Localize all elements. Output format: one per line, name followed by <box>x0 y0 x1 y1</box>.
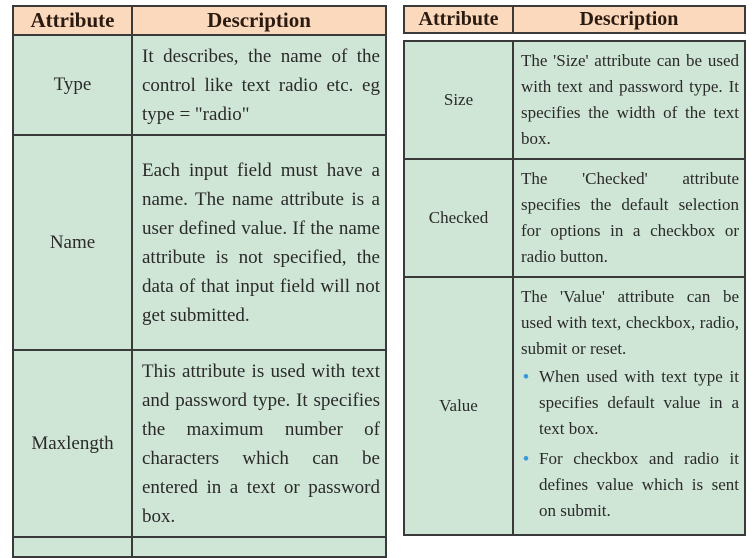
table-row <box>13 135 386 350</box>
description-cell: This attribute is used with text and password type. It specifies the maximum number of characters which can be entered in a text or password box. <box>132 350 386 537</box>
table-row <box>404 159 745 277</box>
bullet-list <box>521 364 739 524</box>
attribute-cell: Checked <box>404 159 513 277</box>
description-cell: It describes, the name of the control like text radio etc. eg type = "radio" <box>132 35 386 135</box>
attributes-table-right-header <box>403 5 746 34</box>
attribute-cell: Maxlength <box>13 350 132 537</box>
attribute-cell: Size <box>404 41 513 159</box>
table-row <box>404 41 745 159</box>
header-attribute: Attribute <box>13 6 132 35</box>
attribute-cell: Type <box>13 35 132 135</box>
table-row <box>13 350 386 537</box>
attributes-table-right <box>403 40 746 536</box>
description-cell: Each input field must have a name. The name attribute is a user defined value. If the name attribute is not specified, the data of that input field will not get submitted. <box>132 135 386 350</box>
header-description: Description <box>132 6 386 35</box>
description-cell <box>513 277 745 535</box>
table-row <box>404 277 745 535</box>
table-row <box>13 35 386 135</box>
attribute-cell: Name <box>13 135 132 350</box>
header-attribute: Attribute <box>404 6 513 33</box>
header-description: Description <box>513 6 745 33</box>
bullet-item: • When used with text type it specifies default value in a text box. <box>521 364 739 442</box>
attribute-cell: Value <box>404 277 513 535</box>
bullet-item: • For checkbox and radio it defines value which is sent on submit. <box>521 446 739 524</box>
description-cell: The 'Checked' attribute specifies the default selection for options in a checkbox or radio button. <box>513 159 745 277</box>
attributes-table-left <box>12 5 387 558</box>
table-row-partial <box>13 537 386 557</box>
description-cell: The 'Size' attribute can be used with text and password type. It specifies the width of the text box. <box>513 41 745 159</box>
description-text: The 'Value' attribute can be used with text, checkbox, radio, submit or reset. <box>521 287 739 358</box>
